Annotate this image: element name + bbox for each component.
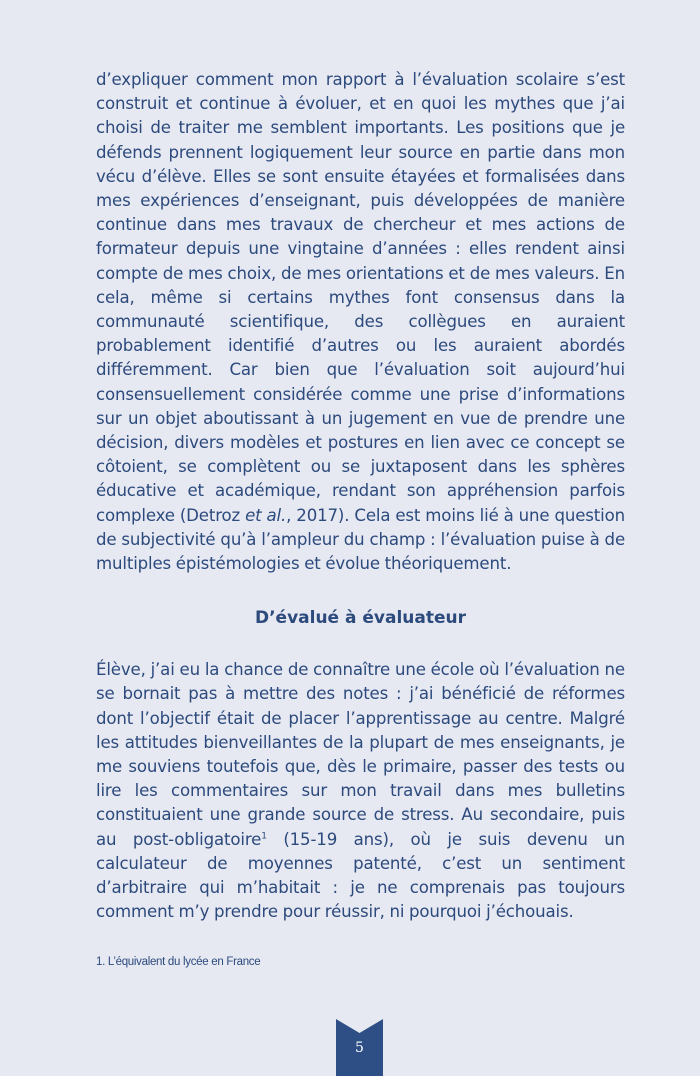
body-paragraph <box>96 68 625 576</box>
page-number: 5 <box>355 1040 364 1056</box>
footnote: 1. L’équivalent du lycée en France <box>96 956 261 968</box>
citation-et-al: et al. <box>245 505 287 525</box>
page-body <box>96 68 625 925</box>
section-heading: D’évalué à évaluateur <box>254 608 467 629</box>
body-paragraph <box>96 658 625 924</box>
paragraph-text: , 2017). Cela est moins lié à une question de subjectivité qu’à l’ampleur du champ : l’évaluation puise à de multiples épistémologies et évolue théoriquement. <box>96 505 625 574</box>
paragraph-text: (15-19 ans), où je suis devenu un calculateur de moyennes patenté, c’est un sentiment d’arbitraire qui m’habitait : je ne comprenais pas toujours comment m’y prendre pour réussir, ni pourquoi j’échouais. <box>96 829 625 922</box>
paragraph-text: d’expliquer comment mon rapport à l’évaluation scolaire s’est construit et continue à évoluer, et en quoi les mythes que j’ai choisi de traiter me semblent importants. Les positions que je défends prennent logiquement leur source en partie dans mon vécu d’élève. Elles se sont ensuite étayées et formalisées dans mes expériences d’enseignant, puis développées de manière continue dans mes travaux de chercheur et mes actions de formateur depuis une vingtaine d’années : elles rendent ainsi compte de mes choix, de mes orientations et de mes valeurs. En cela, même si certains mythes font consensus dans la communauté scientifique, des collègues en auraient probablement identifié d’autres ou les auraient abordés différemment. Car bien que l’évaluation soit aujourd’hui consensuellement considérée comme une prise d’informations sur un objet aboutissant à un jugement en vue de prendre une décision, divers modèles et postures en lien avec ce concept se côtoient, se complètent ou se juxtaposent dans les sphères éducative et académique, rendant son appréhension parfois complexe (Detroz <box>96 70 625 525</box>
page-number-tab <box>336 1019 383 1076</box>
footnote-reference[interactable]: 1 <box>261 831 267 842</box>
paragraph-text: Élève, j’ai eu la chance de connaître une école où l’évaluation ne se bornait pas à mettre des notes : j’ai bénéficié de réformes dont l’objectif était de placer l’apprentissage au centre. Malgré les attitudes bienveillantes de la plupart de mes enseignants, je me souviens toutefois que, dès le primaire, passer des tests ou lire les commentaires sur mon travail dans mes bulletins constituaient une grande source de stress. Au secondaire, puis au post-obligatoire <box>96 660 625 849</box>
